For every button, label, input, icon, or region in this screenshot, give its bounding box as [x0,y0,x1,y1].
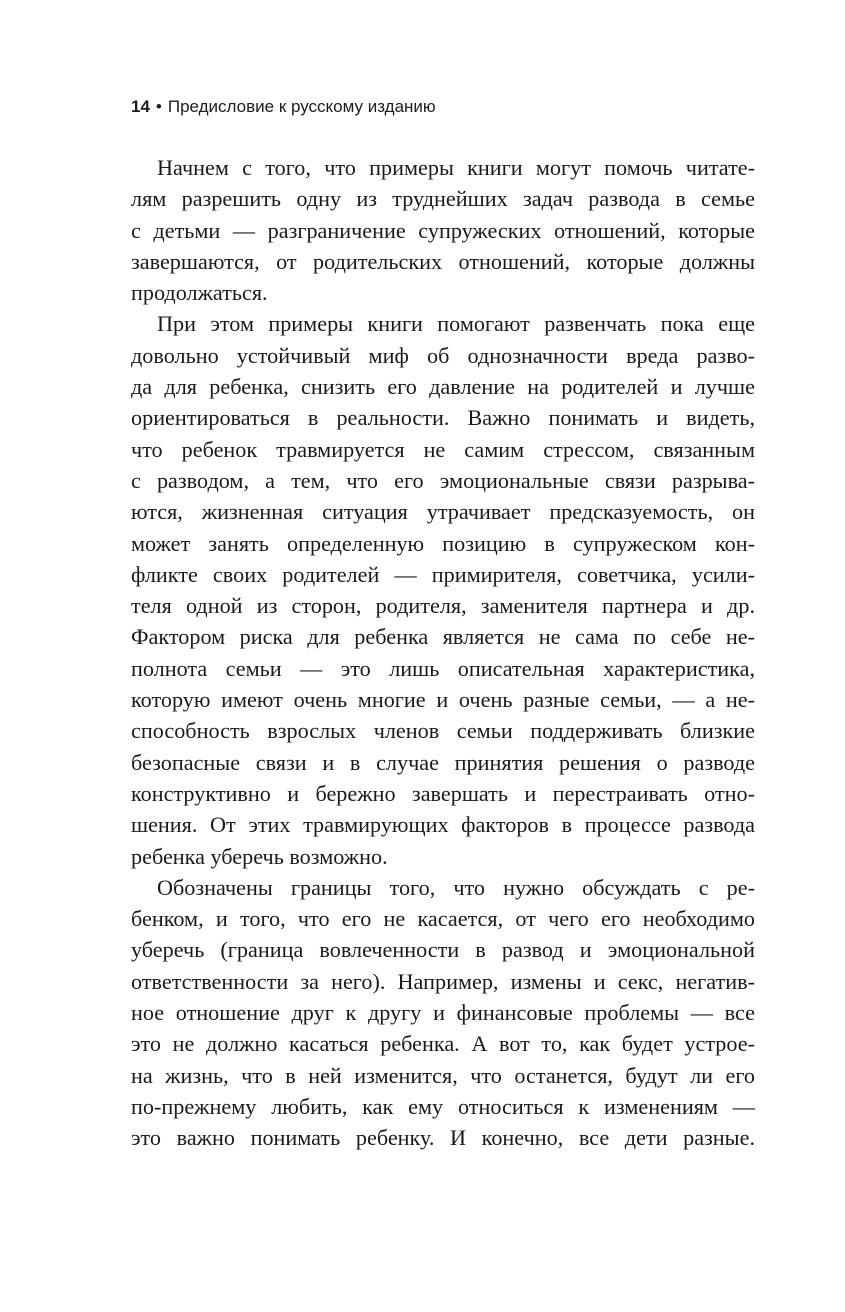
text-line: может занять определенную позицию в супружеском кон- [131,530,755,556]
text-line: лям разрешить одну из труднейших задач развода в семье [131,186,755,212]
text-line: по-прежнему любить, как ему относиться к изменениям — [131,1093,755,1119]
text-line: уберечь (граница вовлеченности в развод и эмоциональной [131,937,755,963]
text-line: теля одной из сторон, родителя, заменителя партнера и др. [131,593,755,619]
text-line: Начнем с того, что примеры книги могут помочь читате- [157,155,755,180]
text-line: Фактором риска для ребенка является не сама по себе не- [131,624,755,650]
text-line: с разводом, а тем, что его эмоциональные связи разрыва- [131,467,755,493]
paragraph-3 [131,872,755,1154]
text-line: завершаются, от родительских отношений, которые должны [131,248,755,274]
text-line: это не должно касаться ребенка. А вот то, как будет устрое- [131,1031,755,1057]
text-line: что ребенок травмируется не самим стрессом, связанным [131,436,755,462]
text-line: ребенка уберечь возможно. [131,843,388,869]
text-line: полнота семьи — это лишь описательная характеристика, [131,655,755,681]
text-line: безопасные связи и в случае принятия решения о разводе [131,749,755,775]
text-line: шения. От этих травмирующих факторов в процессе развода [131,812,755,838]
paragraph-1 [131,152,755,308]
text-line: на жизнь, что в ней изменится, что останется, будут ли его [131,1062,755,1088]
header-separator: • [155,97,162,116]
text-line: бенком, и того, что его не касается, от чего его необходимо [131,906,755,932]
text-line: довольно устойчивый миф об однозначности вреда разво- [131,342,755,368]
text-line: ответственности за него). Например, измены и секс, негатив- [131,968,755,994]
running-header [131,95,436,119]
text-line: фликте своих родителей — примирителя, советчика, усили- [131,561,755,587]
text-line: продолжаться. [131,280,268,306]
text-line: ное отношение друг к другу и финансовые проблемы — все [131,1000,755,1026]
body-text [131,152,755,1154]
page-number: 14 [131,97,150,116]
text-line: ются, жизненная ситуация утрачивает предсказуемость, он [131,499,755,525]
text-line: ориентироваться в реальности. Важно понимать и видеть, [131,405,755,431]
text-line: которую имеют очень многие и очень разные семьи, — а не- [131,687,755,713]
text-line: с детьми — разграничение супружеских отношений, которые [131,217,755,243]
text-line: способность взрослых членов семьи поддерживать близкие [131,718,755,744]
paragraph-2 [131,308,755,871]
text-line: да для ребенка, снизить его давление на родителей и лучше [131,374,755,400]
text-line: Обозначены границы того, что нужно обсуждать с ре- [157,874,755,900]
text-line: При этом примеры книги помогают развенчать пока еще [157,311,755,337]
text-line: конструктивно и бережно завершать и перестраивать отно- [131,780,755,806]
chapter-title: Предисловие к русскому изданию [167,97,436,116]
text-line: это важно понимать ребенку. И конечно, все дети разные. [131,1125,755,1151]
